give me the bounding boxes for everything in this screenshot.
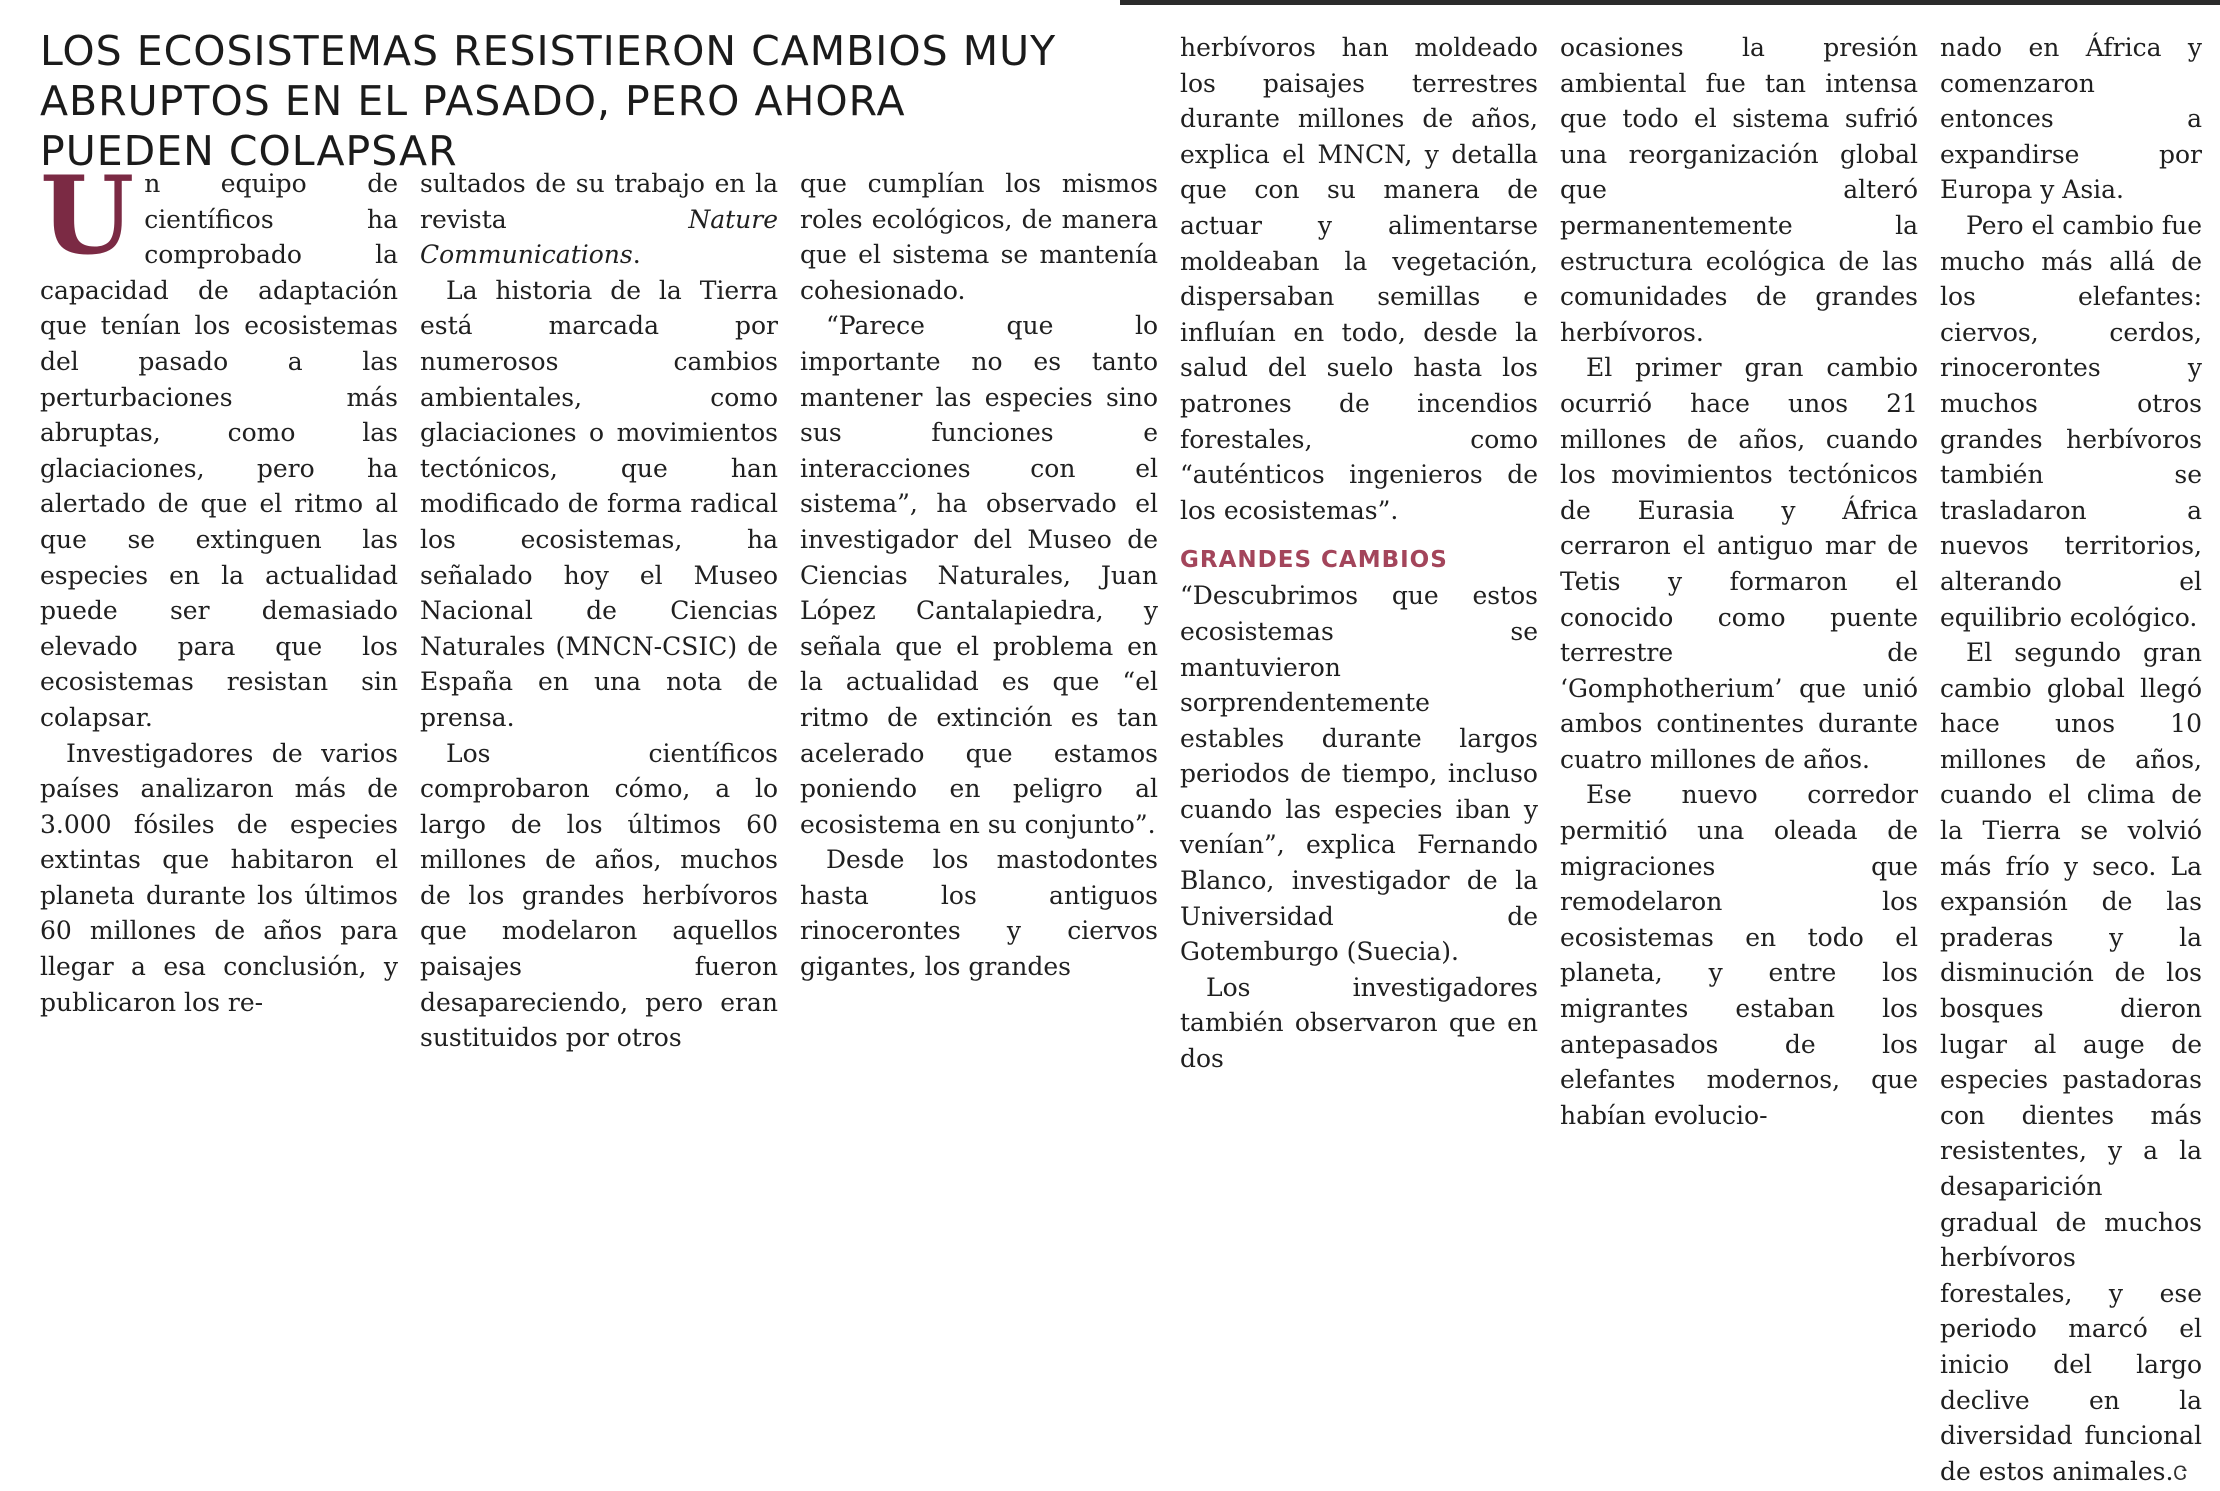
paragraph: herbívoros han moldeado los paisajes terrestres durante millones de años, explica el MNCN, y detalla que con su manera de actuar y alimentarse moldeaban la vegetación, dispersaban semillas e influían en todo, desde la salud del suelo hasta los patrones de incendios forestales, como “auténticos ingenieros de los ecosistemas”.: [1180, 33, 1538, 525]
paragraph: “Parece que lo importante no es tanto mantener las especies sino sus funciones e interacciones con el sistema”, ha observado el investigador del Museo de Ciencias Naturales, Juan López Cantalapiedra, y señala que el problema en la actualidad es que “el ritmo de extinción es tan acelerado que estamos poniendo en peligro al ecosistema en su conjunto”.: [800, 311, 1158, 839]
paragraph: “Descubrimos que estos ecosistemas se mantuvieron sorprendentemente estables durante largos periodos de tiempo, incluso cuando las especies iban y venían”, explica Fernando Blanco, investigador de la Universidad de Gotemburgo (Suecia).: [1180, 581, 1538, 967]
paragraph: ocasiones la presión ambiental fue tan intensa que todo el sistema sufrió una reorganización global que alteró permanentemente la estructura ecológica de las comunidades de grandes herbívoros.: [1560, 33, 1918, 347]
column-5: [1560, 30, 1918, 1133]
paragraph: nado en África y comenzaron entonces a expandirse por Europa y Asia.: [1940, 33, 2202, 205]
lead-paragraph: [40, 153, 398, 736]
paragraph: La historia de la Tierra está marcada por numerosos cambios ambientales, como glaciaciones o movimientos tectónicos, que han modificado de forma radical los ecosistemas, ha señalado hoy el Museo Nacional de Ciencias Naturales (MNCN-CSIC) de España en una nota de prensa.: [420, 275, 778, 732]
column-4: [1180, 30, 1538, 1077]
paragraph-text: sultados de su trabajo en la revista: [420, 169, 778, 234]
paragraph: Desde los mastodontes hasta los antiguos rinocerontes y ciervos gigantes, los grandes: [800, 845, 1158, 982]
column-6: [1940, 30, 2202, 1491]
lead-text: n equipo de científicos ha comprobado la capacidad de adaptación que tenían los ecosistemas del pasado a las perturbaciones más abruptas, como las glaciaciones, pero ha alertado de que el ritmo al que se extinguen las especies en la actualidad puede ser demasiado elevado para que los ecosistemas resistan sin colapsar.: [40, 169, 398, 732]
column-1: [40, 153, 398, 1020]
paragraph-text: .: [632, 240, 641, 270]
top-rule: [1120, 0, 2220, 5]
paragraph: Los científicos comprobaron cómo, a lo largo de los últimos 60 millones de años, muchos de los grandes herbívoros que modelaron aquellos paisajes fueron desapareciendo, pero eran sustituidos por otros: [420, 738, 778, 1053]
paragraph: Investigadores de varios países analizaron más de 3.000 fósiles de especies extintas que habitaron el planeta durante los últimos 60 millones de años para llegar a esa conclusión, y publicaron los re-: [40, 738, 398, 1017]
column-2: [420, 166, 778, 1056]
section-subhead: GRANDES CAMBIOS: [1180, 547, 1448, 574]
paragraph: [420, 166, 778, 273]
paragraph: Ese nuevo corredor permitió una oleada de migraciones que remodelaron los ecosistemas en todo el planeta, y entre los migrantes estaban los antepasados de los elefantes modernos, que habían evolucio-: [1560, 780, 1918, 1130]
journal-name: Nature Communications: [420, 204, 778, 270]
end-mark-icon: Ꮳ: [2173, 1460, 2188, 1485]
headline: LOS ECOSISTEMAS RESISTIERON CAMBIOS MUY ABRUPTOS EN EL PASADO, PERO AHORA PUEDEN COLAPSAR: [40, 27, 1057, 175]
paragraph-text: El segundo gran cambio global llegó hace unos 10 millones de años, cuando el clima de la Tierra se volvió más frío y seco. La expansión de las praderas y la disminución de los bosques dieron lugar al auge de especies pastadoras con dientes más resistentes, y a la desaparición gradual de muchos herbívoros forestales, y ese periodo marcó el inicio del largo declive en la diversidad funcional de estos animales.: [1940, 638, 2202, 1486]
paragraph: Pero el cambio fue mucho más allá de los elefantes: ciervos, cerdos, rinocerontes y muchos otros grandes herbívoros también se trasladaron a nuevos territorios, alterando el equilibrio ecológico.: [1940, 210, 2202, 632]
column-3: [800, 166, 1158, 985]
paragraph: Los investigadores también observaron que en dos: [1180, 972, 1538, 1074]
paragraph: El primer gran cambio ocurrió hace unos 21 millones de años, cuando los movimientos tectónicos de Eurasia y África cerraron el antiguo mar de Tetis y formaron el conocido como puente terrestre de ‘Gomphotherium’ que unió ambos continentes durante cuatro millones de años.: [1560, 353, 1918, 774]
paragraph: [1940, 635, 2202, 1491]
paragraph: que cumplían los mismos roles ecológicos, de manera que el sistema se mantenía cohesionado.: [800, 169, 1158, 305]
drop-cap: U: [40, 153, 135, 279]
